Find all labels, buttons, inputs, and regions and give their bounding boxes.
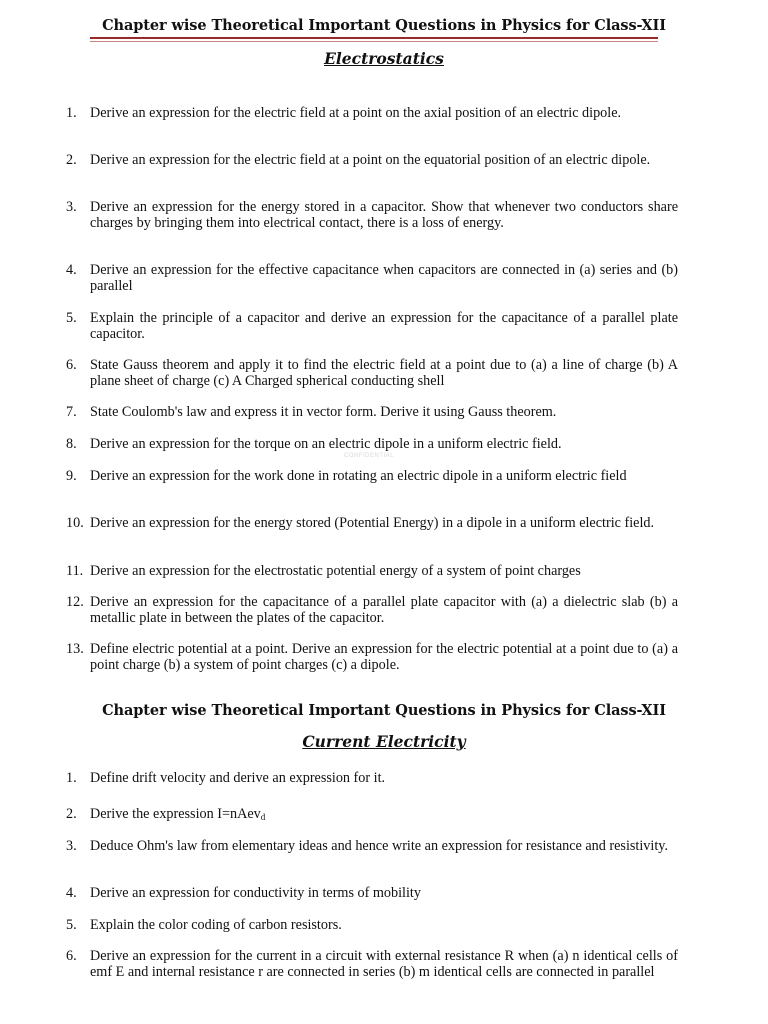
question-item [66,105,678,121]
question-item [66,310,678,342]
question-text: Define electric potential at a point. Derive an expression for the electric potential at a point due to (a) a point charge (b) a system of point charges (c) a dipole. [90,641,678,673]
question-number: 1. [66,770,77,786]
question-number: 3. [66,838,77,854]
header-rule [90,37,658,39]
question-text: State Gauss theorem and apply it to find the electric field at a point due to (a) a line of charge (b) A plane sheet of charge (c) A Charged spherical conducting shell [90,357,678,389]
question-item [66,948,678,980]
question-text [90,806,678,825]
question-text: Explain the principle of a capacitor and derive an expression for the capacitance of a parallel plate capacitor. [90,310,678,342]
question-item [66,262,678,294]
question-text: Derive an expression for the torque on an electric dipole in a uniform electric field. [90,436,562,452]
question-text: Explain the color coding of carbon resistors. [90,917,342,933]
question-number: 4. [66,262,77,278]
question-item [66,468,678,484]
question-text: Derive an expression for conductivity in terms of mobility [90,885,421,901]
section-title-current-electricity: Current Electricity [302,732,466,751]
question-text-main: Derive the expression I=nAev [90,806,261,822]
question-item [66,838,678,854]
question-text: Deduce Ohm's law from elementary ideas and hence write an expression for resistance and resistivity. [90,838,668,854]
page-header-title-2: Chapter wise Theoretical Important Questions in Physics for Class-XII [102,702,666,719]
question-number: 4. [66,885,77,901]
question-item [66,357,678,389]
question-item [66,515,678,531]
question-item [66,917,678,933]
question-number: 6. [66,357,77,373]
section-title-electrostatics: Electrostatics [324,49,444,68]
header-rule-thin [90,41,658,42]
question-number: 7. [66,404,77,420]
question-number: 2. [66,152,77,168]
question-number: 6. [66,948,77,964]
question-number: 12. [66,594,84,610]
question-number: 5. [66,310,77,326]
question-text: Define drift velocity and derive an expression for it. [90,770,386,786]
question-number: 3. [66,199,77,215]
question-text: Derive an expression for the current in a circuit with external resistance R when (a) n identical cells of emf E and internal resistance r are connected in series (b) m identical cells are connected in parallel [90,948,678,980]
question-text: Derive an expression for the work done in rotating an electric dipole in a uniform electric field [90,468,627,484]
question-number: 9. [66,468,77,484]
question-number: 2. [66,806,77,822]
question-item [66,152,678,168]
question-item [66,885,678,901]
subscript-d: d [260,812,266,822]
question-number: 13. [66,641,84,657]
question-text: Derive an expression for the energy stored (Potential Energy) in a dipole in a uniform electric field. [90,515,655,531]
question-item [66,641,678,673]
question-number: 10. [66,515,84,531]
question-item [66,594,678,626]
question-item [66,770,678,786]
question-text: Derive an expression for the effective capacitance when capacitors are connected in (a) series and (b) parallel [90,262,678,294]
question-number: 5. [66,917,77,933]
question-item [66,199,678,231]
watermark: CONFIDENTIAL [344,453,395,459]
question-number: 8. [66,436,77,452]
question-text: Derive an expression for the electrostatic potential energy of a system of point charges [90,563,581,579]
page-header-title: Chapter wise Theoretical Important Questions in Physics for Class-XII [102,17,666,34]
question-item [66,563,678,579]
question-item [66,404,678,420]
question-text: Derive an expression for the electric field at a point on the equatorial position of an electric dipole. [90,152,651,168]
question-number: 11. [66,563,84,579]
question-text: Derive an expression for the capacitance of a parallel plate capacitor with (a) a dielectric slab (b) a metallic plate in between the plates of the capacitor. [90,594,678,626]
question-text: Derive an expression for the energy stored in a capacitor. Show that whenever two conductors share charges by bringing them into electrical contact, there is a loss of energy. [90,199,678,231]
question-text: State Coulomb's law and express it in vector form. Derive it using Gauss theorem. [90,404,557,420]
question-item [66,436,678,452]
question-text: Derive an expression for the electric field at a point on the axial position of an electric dipole. [90,105,622,121]
question-item [66,806,678,825]
question-number: 1. [66,105,77,121]
